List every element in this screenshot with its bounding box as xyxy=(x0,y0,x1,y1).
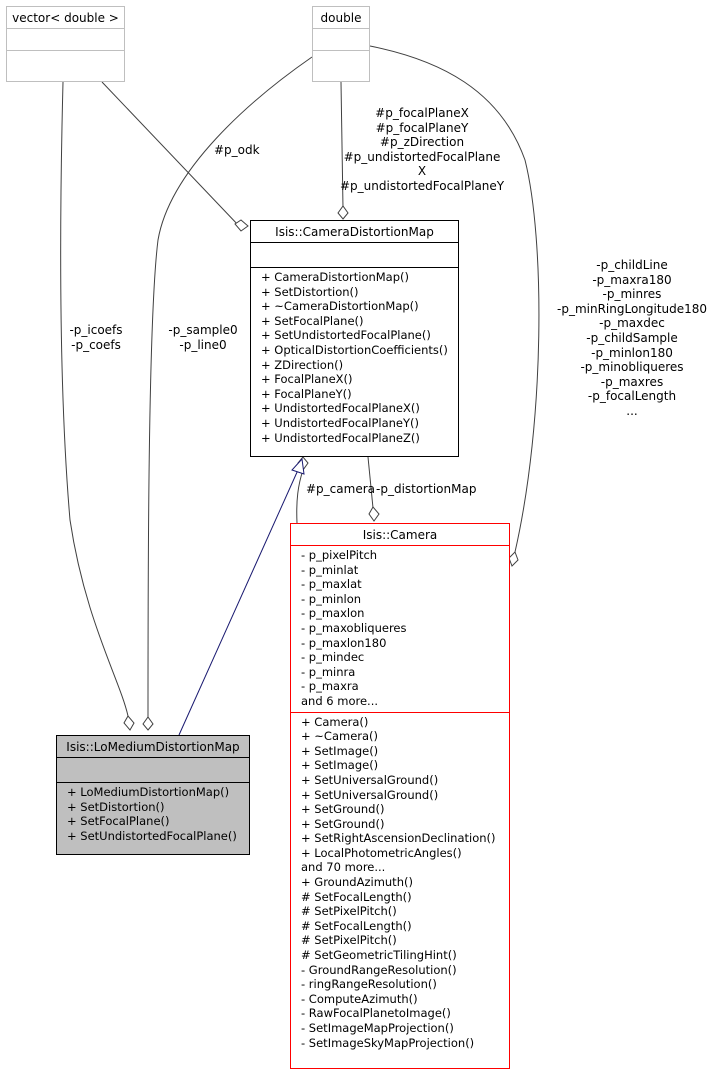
edge-label-line: -p_coefs xyxy=(71,337,121,352)
method: + UndistortedFocalPlaneY() xyxy=(261,415,419,430)
class-methods xyxy=(57,783,249,846)
edge-label-coefs xyxy=(62,323,130,352)
class-methods-empty xyxy=(7,51,124,73)
class-name: Isis::LoMediumDistortionMap xyxy=(57,736,249,758)
edge-label-line: #p_focalPlaneX xyxy=(375,106,469,120)
edge-diamond xyxy=(509,552,518,566)
method: - SetImageMapProjection() xyxy=(301,1021,454,1035)
method: + SetUndistortedFocalPlane() xyxy=(261,328,431,343)
more-methods: and 70 more... xyxy=(301,860,386,875)
edge-label-line: -p_maxra180 xyxy=(592,272,672,287)
edge-diamond xyxy=(369,507,379,521)
class-box-camera-distortion-map xyxy=(250,220,459,457)
edge-label-line: -p_minRingLongitude180 xyxy=(557,301,708,316)
attribute: - p_minra xyxy=(301,664,356,679)
edge-vector-to-lo-medium xyxy=(61,82,128,716)
edge-label-line: #p_undistortedFocalPlane xyxy=(343,149,501,164)
edge-label-p-distortion-map: -p_distortionMap xyxy=(376,482,477,496)
inheritance-arrowhead xyxy=(292,459,304,474)
class-name: vector< double > xyxy=(7,7,124,29)
edge-label-line: X xyxy=(417,164,427,179)
edge-label-p-camera: #p_camera xyxy=(306,482,375,496)
class-attributes-empty xyxy=(313,29,369,51)
edge-label-p-odk: #p_odk xyxy=(214,143,260,157)
method: # SetPixelPitch() xyxy=(301,933,397,948)
more-attributes: and 6 more... xyxy=(301,693,379,708)
method: + UndistortedFocalPlaneZ() xyxy=(261,430,420,445)
method: # SetFocalLength() xyxy=(301,918,412,933)
method: + SetFocalPlane() xyxy=(261,313,364,328)
edge-label-line: -p_childSample xyxy=(586,330,678,345)
edge-label-focal-plane xyxy=(340,106,504,194)
edge-label-line: -p_childLine xyxy=(596,258,668,272)
attribute: - p_mindec xyxy=(301,650,365,665)
attribute: - p_minlon xyxy=(301,591,362,606)
class-attributes xyxy=(291,546,509,713)
attribute: - p_maxobliqueres xyxy=(301,620,407,635)
attribute: - p_pixelPitch xyxy=(301,548,378,562)
class-methods-empty xyxy=(313,51,369,73)
edge-diamond xyxy=(124,716,134,730)
method: + SetGround() xyxy=(301,802,385,817)
class-attributes-empty xyxy=(7,29,124,51)
method: + CameraDistortionMap() xyxy=(261,270,410,284)
method: + ~Camera() xyxy=(301,729,379,744)
class-box-vector-double xyxy=(6,6,125,82)
class-name: double xyxy=(313,7,369,29)
attribute: - p_maxlon180 xyxy=(301,635,387,650)
edge-label-line: -p_line0 xyxy=(179,337,227,352)
edge-label-line: -p_minlon180 xyxy=(591,345,673,360)
method: + SetUniversalGround() xyxy=(301,772,439,787)
method: - SetImageSkyMapProjection() xyxy=(301,1035,475,1050)
edge-label-line: -p_maxdec xyxy=(599,316,665,331)
method: + SetDistortion() xyxy=(67,799,165,814)
method: + SetImage() xyxy=(301,743,379,758)
method: + SetUniversalGround() xyxy=(301,787,439,802)
method: + LocalPhotometricAngles() xyxy=(301,845,462,860)
edge-diamond xyxy=(235,220,248,231)
edge-camera-to-distortion-map xyxy=(297,470,303,523)
edge-label-line: -p_maxres xyxy=(600,374,664,389)
method: + SetDistortion() xyxy=(261,284,359,299)
method: + SetGround() xyxy=(301,816,385,831)
edge-diamond xyxy=(338,206,348,219)
method: # SetGeometricTilingHint() xyxy=(301,948,457,963)
edge-label-line: -p_icoefs xyxy=(69,323,123,337)
edge-label-camera-members xyxy=(557,258,707,419)
edge-label-line: ... xyxy=(626,403,638,418)
class-name: Isis::Camera xyxy=(291,524,509,546)
edge-label-sample-line xyxy=(166,323,240,352)
edge-label-line: #p_focalPlaneY xyxy=(375,120,469,135)
method: - ComputeAzimuth() xyxy=(301,991,418,1006)
class-box-lo-medium-distortion-map xyxy=(56,735,250,855)
edge-inheritance xyxy=(179,470,298,735)
attribute: - p_minlat xyxy=(301,562,359,577)
method: + SetImage() xyxy=(301,758,379,773)
attribute: - p_maxra xyxy=(301,679,359,694)
method: + ZDirection() xyxy=(261,357,344,372)
edge-label-line: -p_focalLength xyxy=(587,389,677,404)
class-methods xyxy=(291,713,509,1054)
attribute: - p_maxlon xyxy=(301,606,365,621)
method: + UndistortedFocalPlaneX() xyxy=(261,401,420,416)
class-attributes-empty xyxy=(251,243,458,268)
method: # SetPixelPitch() xyxy=(301,904,397,919)
method: + ~CameraDistortionMap() xyxy=(261,299,419,314)
class-attributes-empty xyxy=(57,758,249,783)
attribute: - p_maxlat xyxy=(301,577,362,592)
edge-diamond xyxy=(143,717,153,730)
method: - ringRangeResolution() xyxy=(301,977,437,992)
class-name: Isis::CameraDistortionMap xyxy=(251,221,458,243)
edge-label-line: #p_undistortedFocalPlaneY xyxy=(340,178,505,193)
method: + SetFocalPlane() xyxy=(67,814,170,829)
method: + SetRightAscensionDeclination() xyxy=(301,831,496,846)
method: + FocalPlaneX() xyxy=(261,372,353,387)
method: # SetFocalLength() xyxy=(301,889,412,904)
edge-label-line: -p_minres xyxy=(602,287,662,302)
method: + Camera() xyxy=(301,714,369,729)
edge-label-line: #p_zDirection xyxy=(379,135,465,150)
method: + OpticalDistortionCoefficients() xyxy=(261,342,448,357)
class-box-camera xyxy=(290,523,510,1069)
edge-label-line: -p_minobliqueres xyxy=(580,360,684,375)
method: + FocalPlaneY() xyxy=(261,386,352,401)
method: + GroundAzimuth() xyxy=(301,875,413,890)
class-box-double xyxy=(312,6,370,82)
method: + SetUndistortedFocalPlane() xyxy=(67,828,237,843)
method: - RawFocalPlanetoImage() xyxy=(301,1006,451,1021)
method: - GroundRangeResolution() xyxy=(301,962,457,977)
class-methods xyxy=(251,268,458,448)
edge-label-line: -p_sample0 xyxy=(168,323,238,337)
method: + LoMediumDistortionMap() xyxy=(67,785,230,799)
